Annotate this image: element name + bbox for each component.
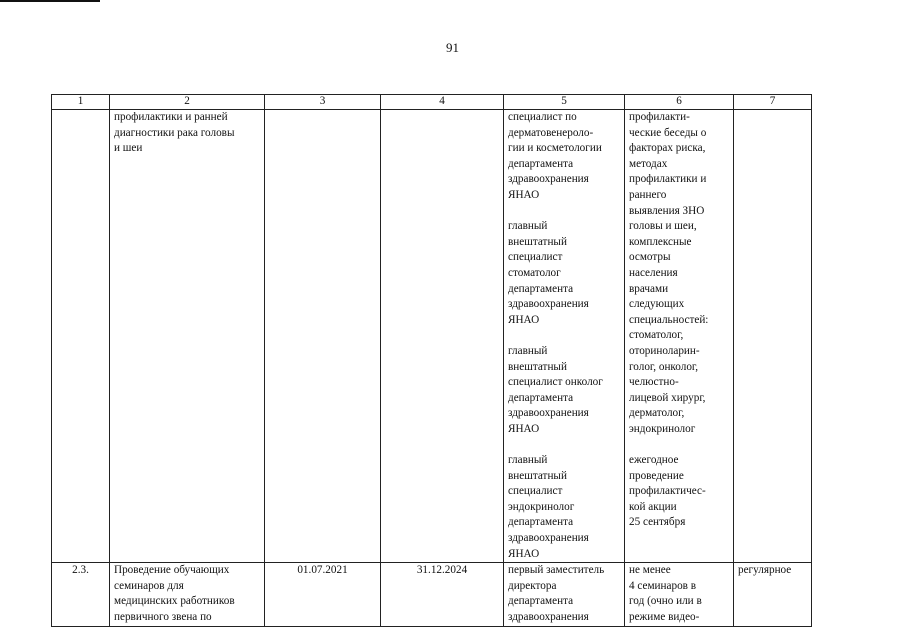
cell-number: 2.3. (52, 563, 110, 626)
header-col-2: 2 (110, 95, 265, 110)
table-row (52, 110, 812, 563)
header-col-7: 7 (734, 95, 812, 110)
responsible-oncologist: главный внештатный специалист онколог департамента здравоохранения ЯНАО (508, 344, 603, 435)
cell-result (625, 110, 734, 563)
header-col-1: 1 (52, 95, 110, 110)
cell-responsible: первый заместитель директора департамента здравоохранения (504, 563, 625, 626)
table-row (52, 563, 812, 626)
cell-end-date (381, 110, 504, 563)
cell-periodicity: регулярное (734, 563, 812, 626)
header-row (52, 95, 812, 110)
header-col-5: 5 (504, 95, 625, 110)
responsible-dermatology: специалист по дерматовенероло- гии и косметологии департамента здравоохранения ЯНАО (508, 111, 602, 201)
cell-start-date (265, 110, 381, 563)
responsible-endocrinologist: главный внештатный специалист эндокринолог департамента здравоохранения ЯНАО (508, 454, 589, 560)
cell-result: не менее 4 семинаров в год (очно или в режиме видео- (625, 563, 734, 626)
cell-end-date: 31.12.2024 (381, 563, 504, 626)
cell-responsible (504, 110, 625, 563)
cell-activity: профилактики и ранней диагностики рака головы и шеи (110, 110, 265, 563)
header-col-6: 6 (625, 95, 734, 110)
result-annual-action: ежегодное проведение профилактичес- кой акции 25 сентября (629, 454, 706, 529)
page-number: 91 (446, 40, 459, 55)
cell-periodicity (734, 110, 812, 563)
cell-start-date: 01.07.2021 (265, 563, 381, 626)
cell-activity: Проведение обучающих семинаров для медицинских работников первичного звена по (110, 563, 265, 626)
result-conversations: профилакти- ческие беседы о факторах риска, методах профилактики и раннего выявления ЗНО головы и шеи, комплексные осмотры населения врачами следующих специальностей: стоматолог, оториноларин- голог, онколог, челюстно- лицевой хирург, дерматолог, эндокринолог (629, 111, 709, 435)
plan-table (51, 94, 812, 627)
header-col-3: 3 (265, 95, 381, 110)
header-col-4: 4 (381, 95, 504, 110)
top-rule (0, 0, 100, 2)
cell-number (52, 110, 110, 563)
responsible-dentist: главный внештатный специалист стоматолог департамента здравоохранения ЯНАО (508, 220, 589, 326)
